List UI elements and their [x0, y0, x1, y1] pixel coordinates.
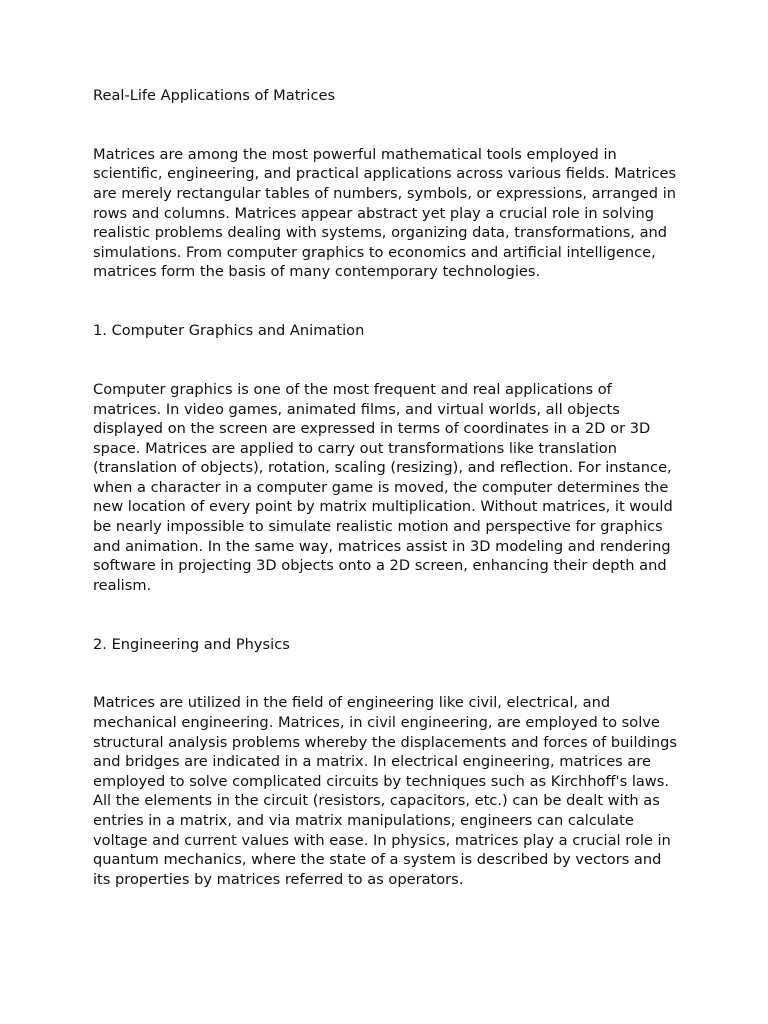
document-title: Real-Life Applications of Matrices [93, 87, 336, 104]
spacer [93, 595, 683, 634]
section-body: Matrices are utilized in the field of engineering like civil, electrical, and mechanical engineering. Matrices, in civil engineering, are employed to solve structural analysis problems whereby the displacements and forces of buildings and bridges are indicated in a matrix. In electrical engineering, matrices are employed to solve complicated circuits by techniques such as Kirchhoff's laws. All the elements in the circuit (resistors, capacitors, etc.) can be dealt with as entries in a matrix, and via matrix manipulations, engineers can calculate voltage and current values with ease. In physics, matrices play a crucial role in quantum mechanics, where the state of a system is described by vectors and its properties by matrices referred to as operators. [93, 694, 677, 888]
document-page [93, 86, 683, 889]
section-heading: 2. Engineering and Physics [93, 635, 290, 653]
section-body: Computer graphics is one of the most frequent and real applications of matrices. In video games, animated films, and virtual worlds, all objects displayed on the screen are expressed in terms of coordinates in a 2D or 3D space. Matrices are applied to carry out transformations like translation (translation of objects), rotation, scaling (resizing), and reflection. For instance, when a character in a computer game is moved, the computer determines the new location of every point by matrix multiplication. Without matrices, it would be nearly impossible to simulate realistic motion and perspective for graphics and animation. In the same way, matrices assist in 3D modeling and rendering software in projecting 3D objects onto a 2D screen, enhancing their depth and realism. [93, 380, 673, 594]
spacer [93, 106, 683, 145]
section-heading: 1. Computer Graphics and Animation [93, 322, 365, 340]
spacer [93, 654, 683, 693]
spacer [93, 341, 683, 380]
intro-paragraph: Matrices are among the most powerful mathematical tools employed in scientific, engineering, and practical applications across various fields. Matrices are merely rectangular tables of numbers, symbols, or expressions, arranged in rows and columns. Matrices appear abstract yet play a crucial role in solving realistic problems dealing with systems, organizing data, transformations, and simulations. From computer graphics to economics and artificial intelligence, matrices form the basis of many contemporary technologies. [93, 145, 677, 281]
spacer [93, 282, 683, 321]
